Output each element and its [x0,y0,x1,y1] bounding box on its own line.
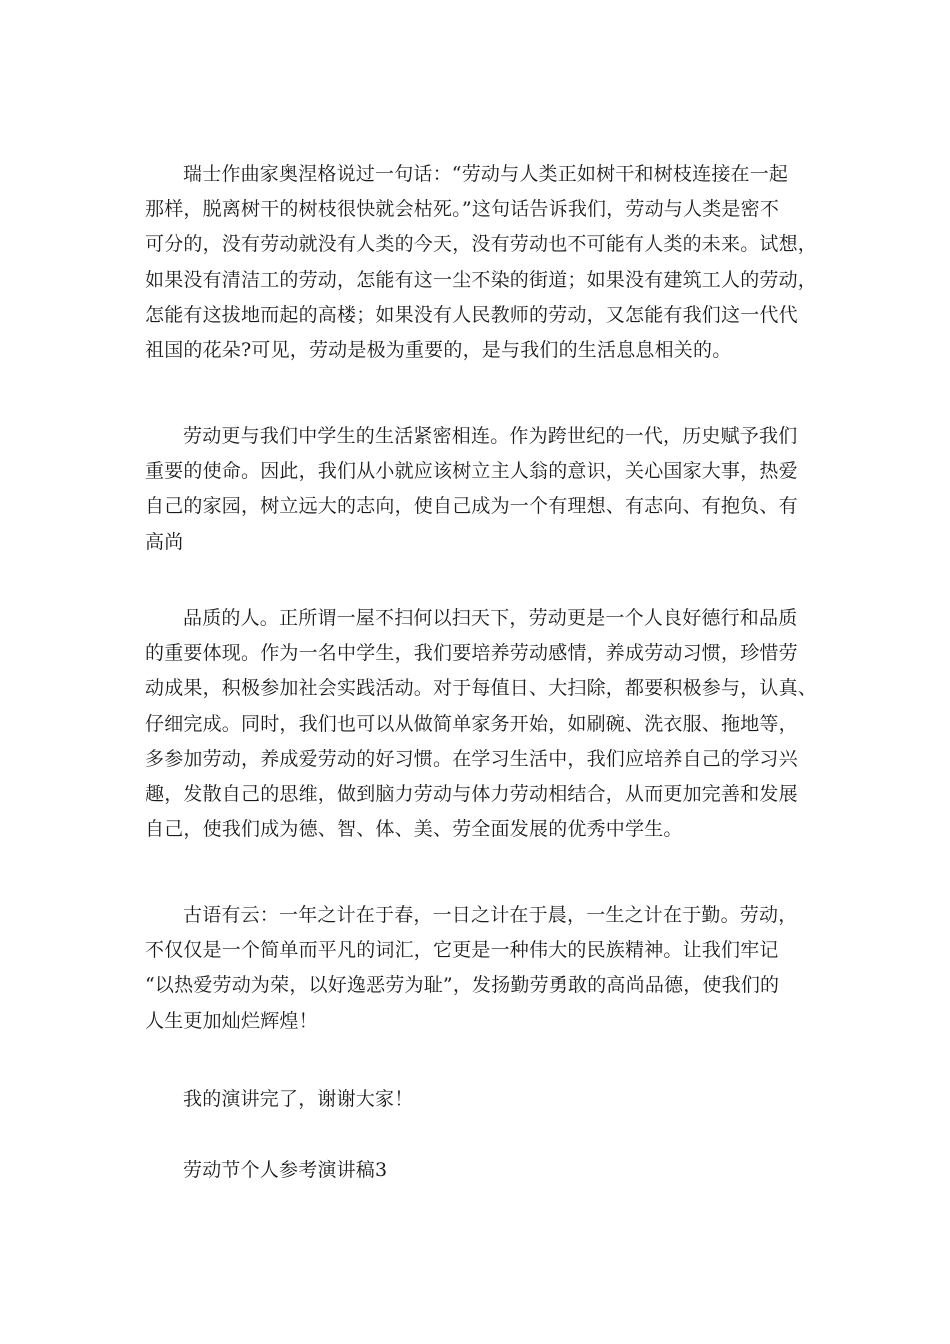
section-heading [145,1153,815,1188]
paragraph-line: 品质的人。正所谓一屋不扫何以扫天下，劳动更是一个人良好德行和品质 [183,607,798,629]
paragraph-line: 那样，脱离树干的树枝很快就会枯死。”这句话告诉我们，劳动与人类是密不 [145,198,780,221]
paragraph-line: 如果没有清洁工的劳动，怎能有这一尘不染的街道；如果没有建筑工人的劳动， [145,268,818,291]
paragraph-line: 怎能有这拔地而起的高楼；如果没有人民教师的劳动，又怎能有我们这一代代 [145,303,798,326]
paragraph-3 [145,601,818,847]
paragraph-5 [145,1082,815,1117]
paragraph-line: 重要的使命。因此，我们从小就应该树立主人翁的意识，关心国家大事，热爱 [145,460,798,483]
paragraph-line: 仔细完成。同时，我们也可以从做简单家务开始，如刷碗、洗衣服、拖地等， [145,712,798,735]
paragraph-line: 祖国的花朵?可见，劳动是极为重要的，是与我们的生活息息相关的。 [145,339,732,362]
paragraph-line: 动成果，积极参加社会实践活动。对于每值日、大扫除，都要积极参与，认真、 [145,677,818,700]
paragraph-line: 可分的，没有劳动就没有人类的今天，没有劳动也不可能有人类的未来。试想， [145,233,818,256]
paragraph-line: 多参加劳动，养成爱劳动的好习惯。在学习生活中，我们应培养自己的学习兴 [145,747,798,770]
paragraph-line: 高尚 [145,530,184,553]
paragraph-line: 的重要体现。作为一名中学生，我们要培养劳动感情，养成劳动习惯，珍惜劳 [145,642,798,665]
paragraph-line: 趣，发散自己的思维，做到脑力劳动与体力劳动相结合，从而更加完善和发展 [145,783,798,806]
paragraph-line: “以热爱劳动为荣，以好逸恶劳为耻”，发扬勤劳勇敢的高尚品德，使我们的 [145,974,780,997]
paragraph-line: 不仅仅是一个简单而平凡的词汇，它更是一种伟大的民族精神。让我们牢记 [145,939,779,962]
paragraph-line: 古语有云：一年之计在于春，一日之计在于晨，一生之计在于勤。劳动， [183,904,798,926]
paragraph-line: 自己，使我们成为德、智、体、美、劳全面发展的优秀中学生。 [145,818,683,841]
paragraph-2 [145,419,815,560]
paragraph-line: 劳动更与我们中学生的生活紧密相连。作为跨世纪的一代，历史赋予我们 [183,425,798,447]
paragraph-line: 人生更加灿烂辉煌！ [145,1009,318,1032]
paragraph-1 [145,157,818,368]
paragraph-line: 瑞士作曲家奥涅格说过一句话：“劳动与人类正如树干和树枝连接在一起 [183,163,789,185]
paragraph-line: 自己的家园，树立远大的志向，使自己成为一个有理想、有志向、有抱负、有 [145,495,798,518]
paragraph-line: 我的演讲完了，谢谢大家！ [183,1088,414,1110]
paragraph-4 [145,898,815,1039]
heading-line: 劳动节个人参考演讲稿3 [183,1159,388,1181]
